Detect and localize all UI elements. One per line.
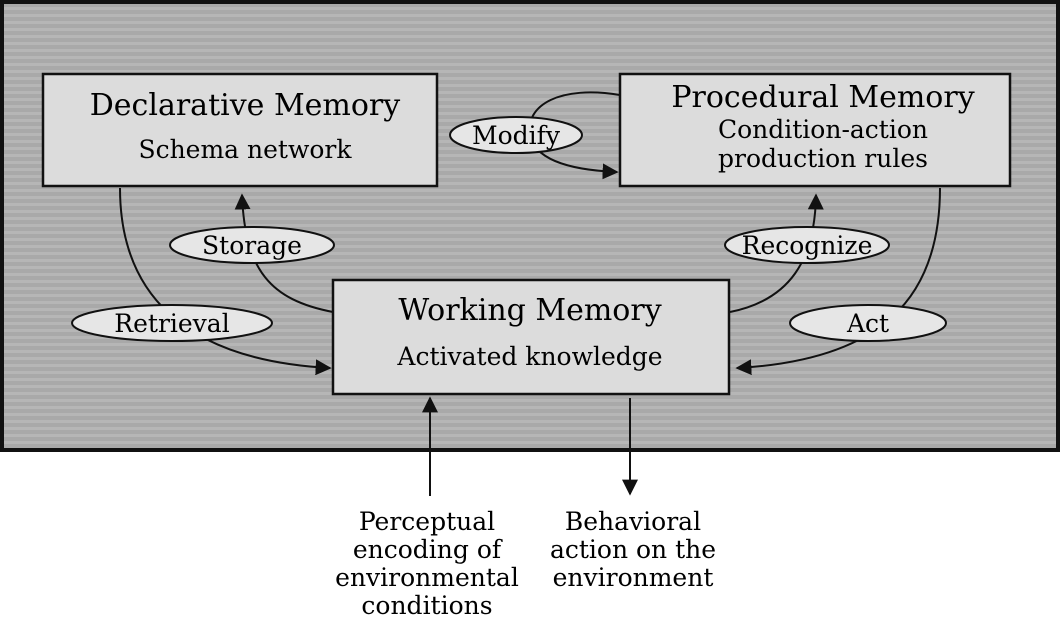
storage-oval	[170, 227, 334, 263]
act-label: Act	[846, 309, 890, 338]
procedural-memory-title: Procedural Memory	[671, 80, 975, 115]
declarative-memory-title: Declarative Memory	[89, 88, 401, 123]
behavioral-line-1: Behavioral	[564, 507, 702, 536]
retrieval-oval	[72, 305, 272, 341]
behavioral-line-2: action on the	[549, 535, 717, 564]
working-memory-title: Working Memory	[398, 293, 662, 328]
retrieval-label: Retrieval	[114, 309, 230, 338]
behavioral-action-label	[550, 507, 716, 592]
procedural-memory-subtitle-line2: production rules	[718, 144, 928, 173]
perceptual-encoding-label	[335, 507, 519, 620]
working-memory-subtitle: Activated knowledge	[397, 342, 663, 371]
recognize-label: Recognize	[741, 231, 873, 260]
procedural-memory-subtitle-line1: Condition-action	[717, 115, 929, 144]
declarative-memory-box	[43, 74, 437, 186]
perceptual-line-3: environmental	[335, 563, 519, 592]
perceptual-line-2: encoding of	[352, 535, 502, 564]
perceptual-line-4: conditions	[361, 591, 493, 620]
modify-oval	[450, 117, 582, 153]
procedural-memory-box	[620, 74, 1010, 186]
working-memory-box	[333, 280, 729, 394]
behavioral-line-3: environment	[552, 563, 714, 592]
storage-label: Storage	[202, 231, 302, 260]
act-oval	[790, 305, 946, 341]
declarative-memory-subtitle: Schema network	[138, 135, 352, 164]
perceptual-line-1: Perceptual	[358, 507, 496, 536]
recognize-oval	[725, 227, 889, 263]
modify-label: Modify	[471, 121, 561, 150]
